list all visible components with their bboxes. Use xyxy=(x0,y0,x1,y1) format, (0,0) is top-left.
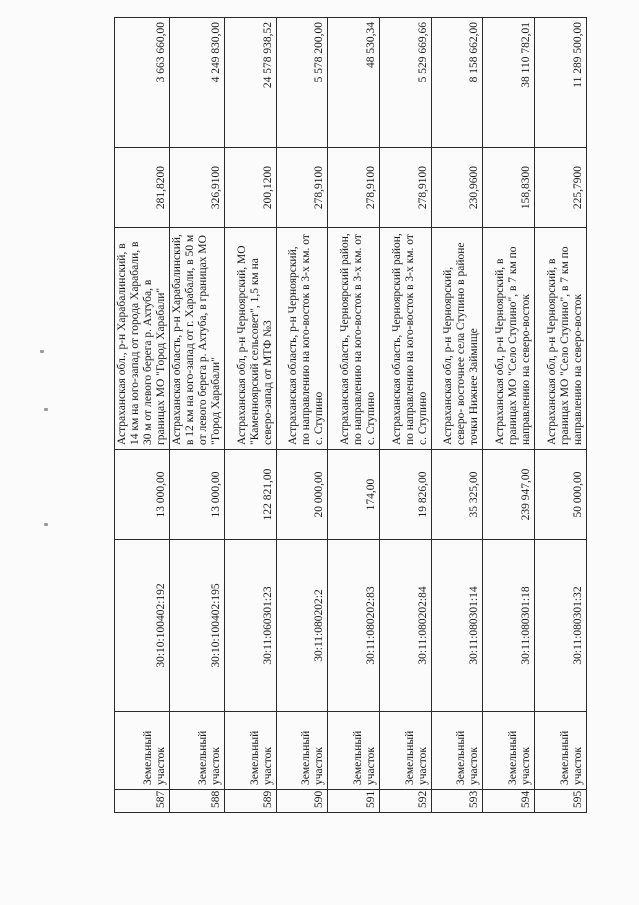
table-row xyxy=(328,18,380,813)
object-type: Земельный участок xyxy=(225,712,277,790)
cadastral-value: 5 578 200,00 xyxy=(276,18,328,148)
table-row xyxy=(535,18,587,813)
plot-address: Астраханская обл, р-н Черноярский, северо- восточнее села Ступино в районе точки Нижнее Займище xyxy=(431,228,483,450)
row-number: 588 xyxy=(170,790,225,813)
cadastral-value: 48 530,34 xyxy=(328,18,380,148)
plot-address: Астраханская область, р-н Харабалинский, в 12 км на юго-запад от г. Харабали, в 50 м от левого берега р. Ахтуба, в границах МО "Город Харабали" xyxy=(170,228,225,450)
plot-address: Астраханская область, р-н Черноярский, по направлению на юго-восток в 3-х км. от с. Ступино xyxy=(276,228,328,450)
cadastral-value: 3 663 660,00 xyxy=(115,18,170,148)
scan-speck xyxy=(40,350,44,353)
cadastral-value: 8 158 662,00 xyxy=(431,18,483,148)
table-row xyxy=(225,18,277,813)
cadastral-rate: 230,9600 xyxy=(431,148,483,228)
object-type: Земельный участок xyxy=(276,712,328,790)
row-number: 594 xyxy=(483,790,535,813)
cadastral-number: 30:11:080202:84 xyxy=(380,540,432,712)
table-row xyxy=(115,18,170,813)
cadastral-number: 30:11:080202:83 xyxy=(328,540,380,712)
object-type: Земельный участок xyxy=(483,712,535,790)
plot-address: Астраханская обл., р-н Харабалинский, в 14 км на юго-запад от города Харабали, в 30 м от левого берега р. Ахтуба, в границах МО "Город Харабали" xyxy=(115,228,170,450)
cadastral-rate: 158,8300 xyxy=(483,148,535,228)
object-type: Земельный участок xyxy=(115,712,170,790)
table-row xyxy=(483,18,535,813)
cadastral-rate: 278,9100 xyxy=(328,148,380,228)
row-number: 591 xyxy=(328,790,380,813)
row-number: 592 xyxy=(380,790,432,813)
cadastral-number: 30:11:080301:14 xyxy=(431,540,483,712)
plot-address: Астраханская обл, р-н Черноярский, в границах МО "Село Ступино", в 7 км по направлению на северо-восток xyxy=(535,228,587,450)
row-number: 590 xyxy=(276,790,328,813)
plot-area: 13 000,00 xyxy=(115,450,170,540)
row-number: 589 xyxy=(225,790,277,813)
cadastral-number: 30:11:080202:2 xyxy=(276,540,328,712)
table-row xyxy=(276,18,328,813)
plot-area: 174,00 xyxy=(328,450,380,540)
row-number: 587 xyxy=(115,790,170,813)
cadastral-rate: 200,1200 xyxy=(225,148,277,228)
plot-area: 50 000,00 xyxy=(535,450,587,540)
scan-speck xyxy=(44,408,48,411)
table-row xyxy=(380,18,432,813)
cadastral-value: 24 578 938,52 xyxy=(225,18,277,148)
object-type: Земельный участок xyxy=(328,712,380,790)
cadastral-rate: 326,9100 xyxy=(170,148,225,228)
cadastral-number: 30:11:080301:18 xyxy=(483,540,535,712)
cadastral-number: 30:11:080301:32 xyxy=(535,540,587,712)
cadastral-number: 30:11:060301:23 xyxy=(225,540,277,712)
scan-speck xyxy=(44,523,48,526)
plot-address: Астраханская область, Черноярский район, по направлению на юго-восток в 3-х км. от с. Ступино xyxy=(380,228,432,450)
plot-area: 20 000,00 xyxy=(276,450,328,540)
cadastral-value: 5 529 669,66 xyxy=(380,18,432,148)
object-type: Земельный участок xyxy=(380,712,432,790)
rotated-table-wrapper xyxy=(114,18,584,813)
cadastral-value: 11 289 500,00 xyxy=(535,18,587,148)
cadastral-value: 4 249 830,00 xyxy=(170,18,225,148)
object-type: Земельный участок xyxy=(535,712,587,790)
plot-address: Астраханская обл, р-н Черноярский, в границах МО "Село Ступино", в 7 км по направлению на северо-восток xyxy=(483,228,535,450)
plot-address: Астраханская область, Черноярский район, по направлению на юго-восток в 3-х км. от с. Ступино xyxy=(328,228,380,450)
cadastral-rate: 281,8200 xyxy=(115,148,170,228)
row-number: 593 xyxy=(431,790,483,813)
object-type: Земельный участок xyxy=(431,712,483,790)
cadastral-number: 30:10:100402:195 xyxy=(170,540,225,712)
cadastral-rate: 278,9100 xyxy=(276,148,328,228)
cadastral-value: 38 110 782,01 xyxy=(483,18,535,148)
plot-area: 19 826,00 xyxy=(380,450,432,540)
table-row xyxy=(431,18,483,813)
row-number: 595 xyxy=(535,790,587,813)
cadastral-number: 30:10:100402:192 xyxy=(115,540,170,712)
plot-area: 35 325,00 xyxy=(431,450,483,540)
object-type: Земельный участок xyxy=(170,712,225,790)
cadastral-rate: 278,9100 xyxy=(380,148,432,228)
plot-area: 122 821,00 xyxy=(225,450,277,540)
land-registry-table xyxy=(114,17,587,813)
plot-area: 13 000,00 xyxy=(170,450,225,540)
plot-address: Астраханская обл, р-н Черноярский, МО "Каменноярский сельсовет", 1,5 км на северо-запад от МТФ №3 xyxy=(225,228,277,450)
cadastral-rate: 225,7900 xyxy=(535,148,587,228)
plot-area: 239 947,00 xyxy=(483,450,535,540)
table-row xyxy=(170,18,225,813)
